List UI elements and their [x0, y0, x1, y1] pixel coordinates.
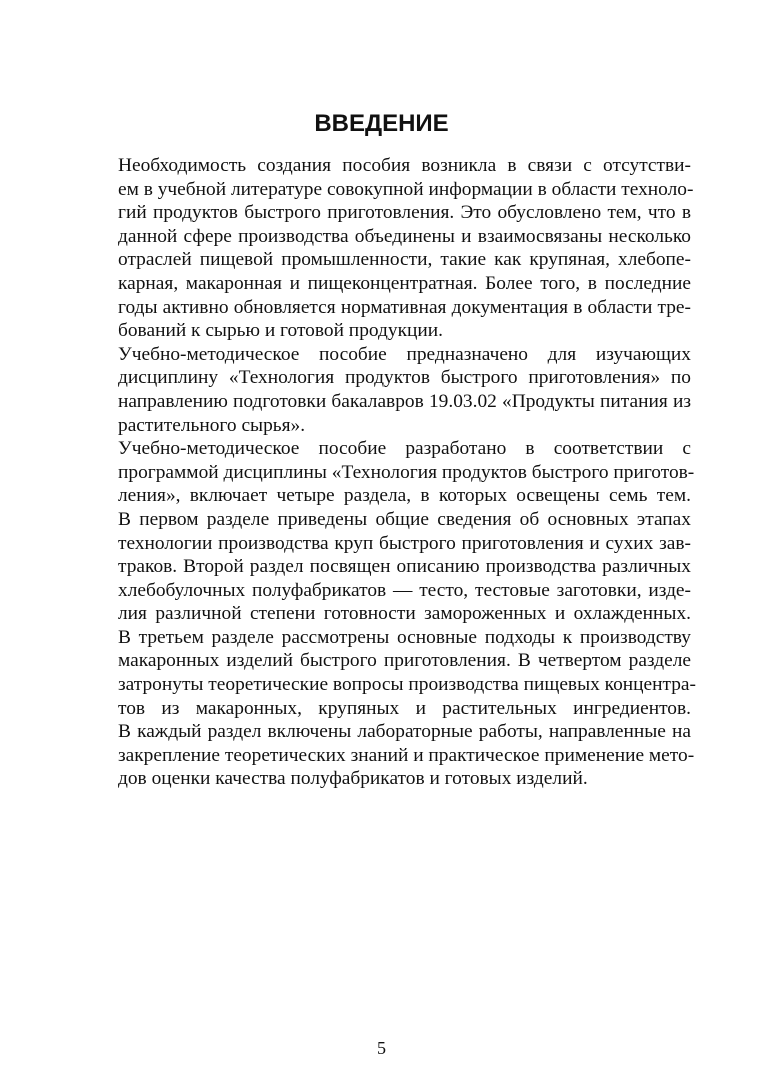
paragraph-3: [71, 437, 696, 791]
text-line: технологии производства круп быстрого приготовления и сухих зав-: [118, 532, 691, 554]
text-line: ем в учебной литературе совокупной информации в области техноло-: [118, 178, 694, 200]
page-number: 5: [377, 1038, 386, 1058]
paragraph-1: [71, 154, 694, 343]
text-line: отраслей пищевой промышленности, такие как крупяная, хлебопе-: [118, 249, 691, 271]
text-line: Необходимость создания пособия возникла в связи с отсутстви-: [118, 155, 691, 176]
text-line: макаронных изделий быстрого приготовления. В четвертом разделе: [118, 650, 691, 672]
page-title: ВВЕДЕНИЕ: [314, 110, 449, 137]
text-line: лия различной степени готовности замороженных и охлажденных.: [118, 603, 691, 625]
text-line: Учебно-методическое пособие разработано в соответствии с: [118, 438, 691, 460]
text-line: ления», включает четыре раздела, в которых освещены семь тем.: [118, 485, 691, 507]
text-line: затронуты теоретические вопросы производства пищевых концентра-: [118, 674, 696, 696]
text-line: тов из макаронных, крупяных и растительных ингредиентов.: [118, 697, 691, 719]
text-line: Учебно-методическое пособие предназначено для изучающих: [118, 343, 691, 365]
text-line: бований к сырью и готовой продукции.: [118, 320, 443, 342]
text-line: гий продуктов быстрого приготовления. Это обусловлено тем, что в: [118, 202, 691, 224]
text-line: дов оценки качества полуфабрикатов и готовых изделий.: [118, 768, 588, 790]
text-line: В первом разделе приведены общие сведения об основных этапах: [118, 508, 691, 530]
text-line: направлению подготовки бакалавров 19.03.02 «Продукты питания из: [118, 390, 691, 412]
text-line: карная, макаронная и пищеконцентратная. Более того, в последние: [118, 272, 691, 294]
text-line: хлебобулочных полуфабрикатов — тесто, тестовые заготовки, изде-: [118, 579, 691, 601]
text-line: растительного сырья».: [118, 414, 306, 436]
body-text: [71, 154, 696, 791]
text-line: данной сфере производства объединены и взаимосвязаны несколько: [118, 225, 691, 247]
text-line: В третьем разделе рассмотрены основные подходы к производству: [118, 626, 691, 648]
text-line: закрепление теоретических знаний и практическое применение мето-: [118, 744, 695, 766]
text-line: годы активно обновляется нормативная документация в области тре-: [118, 296, 691, 318]
text-line: дисциплину «Технология продуктов быстрого приготовления» по: [118, 367, 691, 389]
paragraph-2: [71, 343, 691, 437]
text-line: В каждый раздел включены лабораторные работы, направленные на: [118, 721, 691, 743]
text-line: программой дисциплины «Технология продуктов быстрого приготов-: [118, 461, 695, 483]
text-line: траков. Второй раздел посвящен описанию производства различных: [118, 556, 691, 578]
